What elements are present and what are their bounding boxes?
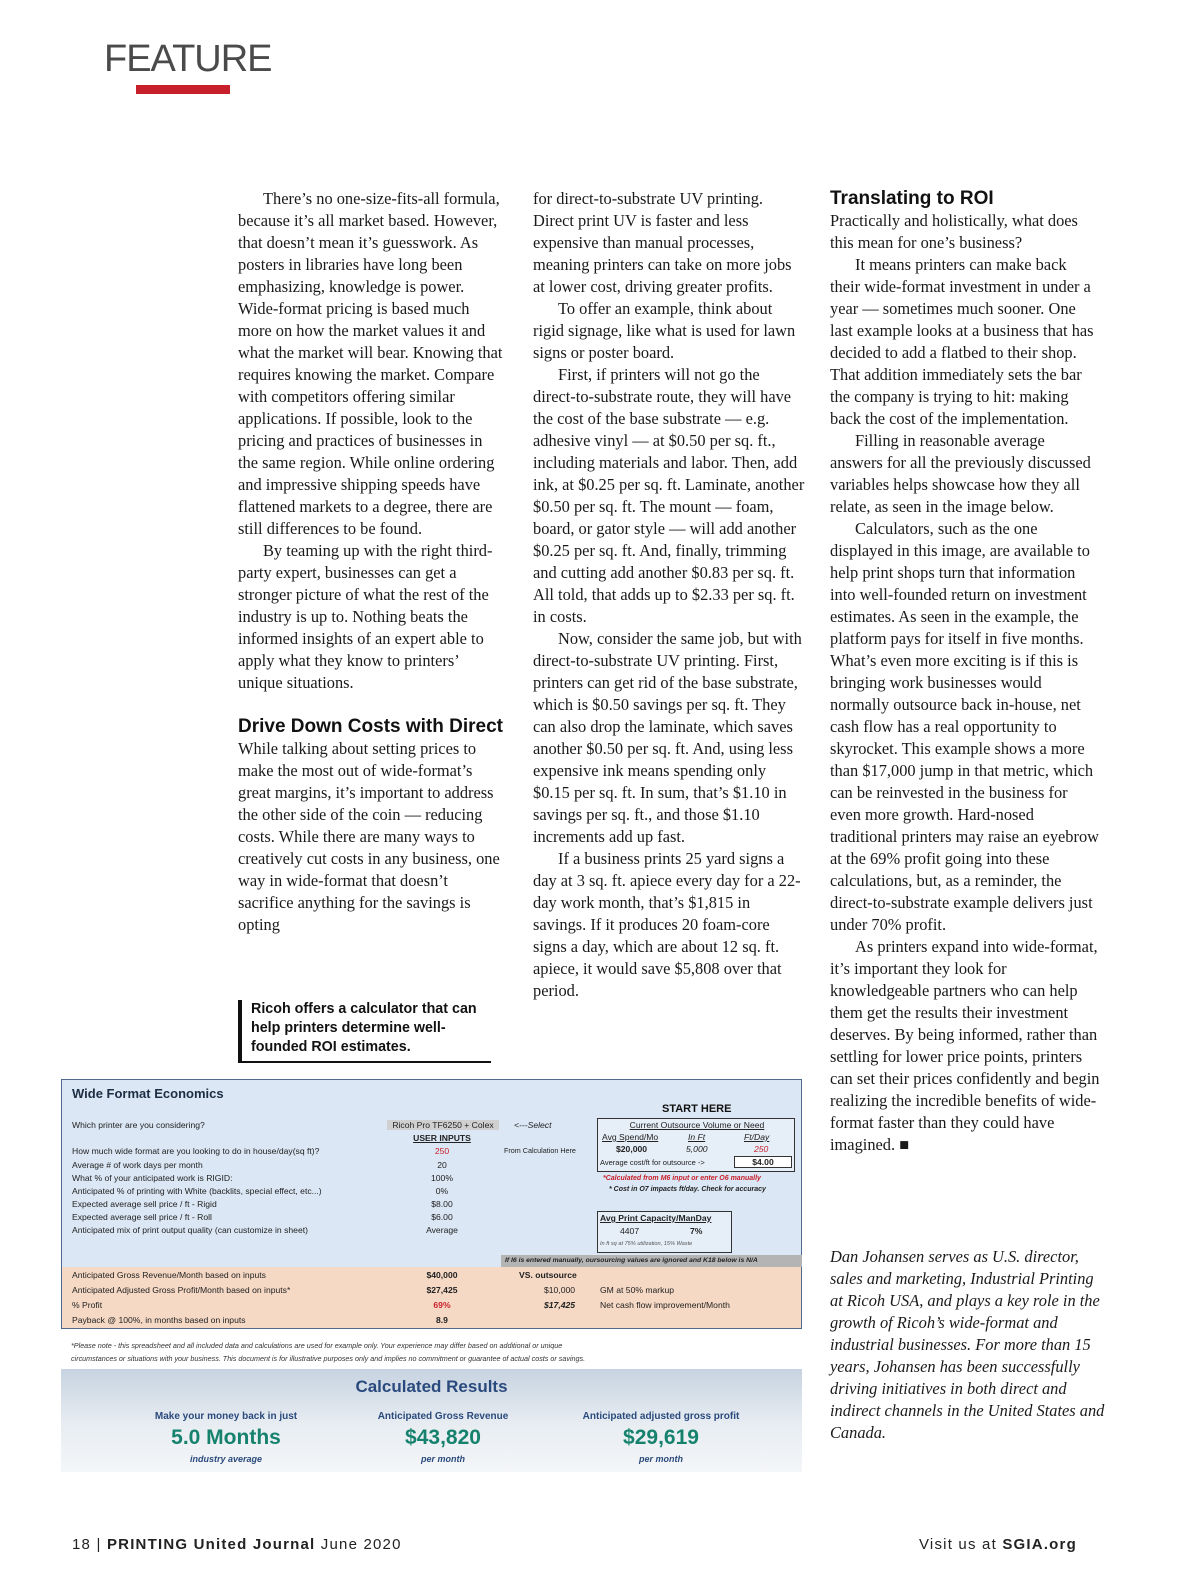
input-row-label: Expected average sell price / ft - Rigid bbox=[72, 1199, 217, 1209]
vs-outsource-title: VS. outsource bbox=[519, 1270, 577, 1280]
input-row-label: Average # of work days per month bbox=[72, 1160, 203, 1170]
result-revenue-label: Anticipated Gross Revenue bbox=[377, 1411, 509, 1422]
paragraph: By teaming up with the right third-party expert, businesses can get a stronger picture of what the rest of the industry is up to. Nothing beats the informed insights of an expert able to apply what they know to printers’ unique situations. bbox=[238, 541, 493, 692]
vs-cash-label: Net cash flow improvement/Month bbox=[600, 1300, 730, 1310]
vs-gm-value: $10,000 bbox=[544, 1285, 576, 1295]
input-row-label: Anticipated % of printing with White (backlits, special effect, etc...) bbox=[72, 1186, 322, 1196]
paragraph: To offer an example, think about rigid signage, like what is used for lawn signs or poster board. bbox=[533, 299, 796, 362]
result-row-label: Payback @ 100%, in months based on inputs bbox=[72, 1315, 246, 1325]
calculated-results-title: Calculated Results bbox=[355, 1377, 508, 1396]
input-row-value: $8.00 bbox=[431, 1199, 453, 1209]
capacity-value: 4407 bbox=[620, 1226, 640, 1236]
paragraph: Calculators, such as the one displayed in this image, are available to help print shops turn that information into well-founded return on investment estimates. As seen in the example, the platform pays for itself in five months. What’s even more exciting is if this is bringing work businesses would normally outsource back in-house, net cash flow has a real opportunity to skyrocket. This example shows a more than $17,000 jump in that metric, which can be reinvested in the business for even more growth. Hard-nosed traditional printers may raise an eyebrow at the 69% profit going into these calculations, but, as a reminder, the direct-to-substrate example delivers just under 70% profit. bbox=[830, 519, 1099, 934]
result-profit-label: Anticipated adjusted gross profit bbox=[582, 1411, 740, 1422]
paragraph: Practically and holistically, what does this mean for one’s business? bbox=[830, 211, 1078, 252]
result-revenue-value: $43,820 bbox=[405, 1426, 481, 1449]
input-row-label: What % of your anticipated work is RIGID: bbox=[72, 1173, 233, 1183]
result-row-value: 8.9 bbox=[436, 1315, 448, 1325]
input-row-value: Average bbox=[426, 1225, 458, 1235]
vs-gm-label: GM at 50% markup bbox=[600, 1285, 675, 1295]
result-row-value: 69% bbox=[433, 1300, 451, 1310]
paragraph: As printers expand into wide-format, it’s important they look for knowledgeable partners who can help them get the results their investment deserves. By being informed, rather than settling for lower price points, printers can set their prices confidently and begin realizing the incredible benefits of wide-format faster than they could have imagined. ■ bbox=[830, 937, 1100, 1154]
capacity-percent: 7% bbox=[690, 1226, 703, 1236]
website-link[interactable]: SGIA.org bbox=[1002, 1536, 1077, 1553]
sheet-results-panel bbox=[61, 1267, 802, 1329]
input-row-label: How much wide format are you looking to do in house/day(sq ft)? bbox=[72, 1146, 320, 1156]
footer-separator: | bbox=[96, 1536, 102, 1553]
result-payback-value: 5.0 Months bbox=[171, 1426, 281, 1449]
result-row-label: Anticipated Adjusted Gross Profit/Month based on inputs* bbox=[72, 1285, 291, 1295]
input-row-label: Expected average sell price / ft - Roll bbox=[72, 1212, 212, 1222]
column-2 bbox=[533, 188, 805, 1002]
input-row-label: Anticipated mix of print output quality (can customize in sheet) bbox=[72, 1225, 308, 1235]
result-row-value: $27,425 bbox=[426, 1285, 458, 1295]
section-title: FEATURE bbox=[104, 38, 272, 80]
paragraph: for direct-to-substrate UV printing. Direct print UV is faster and less expensive than manual processes, meaning printers can take on more jobs at lower cost, driving greater profits. bbox=[533, 189, 792, 296]
outsource-h3: Ft/Day bbox=[744, 1132, 770, 1142]
outsource-v3: 250 bbox=[754, 1144, 769, 1154]
input-row-value: $6.00 bbox=[431, 1212, 453, 1222]
result-payback-label: Make your money back in just bbox=[154, 1411, 298, 1422]
printer-question: Which printer are you considering? bbox=[72, 1120, 205, 1130]
input-row-value: 250 bbox=[434, 1146, 450, 1156]
start-here-label: START HERE bbox=[662, 1103, 732, 1115]
paragraph: If a business prints 25 yard signs a day at 3 sq. ft. apiece every day for a 22-day work month, that’s $1,815 in savings. If it produces 20 foam-core signs a day, which are about 12 sq. ft. apiece, it would save $5,808 over that period. bbox=[533, 849, 801, 1000]
subheading-translating-to-roi: Translating to ROI bbox=[830, 188, 994, 209]
result-payback-sub: industry average bbox=[189, 1454, 263, 1464]
result-payback bbox=[116, 1411, 336, 1464]
outsource-v1: $20,000 bbox=[616, 1144, 648, 1154]
result-revenue-sub: per month bbox=[421, 1454, 465, 1464]
result-revenue bbox=[333, 1411, 553, 1464]
result-profit-value: $29,619 bbox=[623, 1426, 699, 1449]
page-number: 18 bbox=[72, 1536, 92, 1553]
capacity-note: In ft sq at 75% utilization, 15% Waste bbox=[600, 1241, 693, 1247]
roi-calculator-image bbox=[61, 1079, 802, 1472]
disclaimer-line-1: *Please note - this spreadsheet and all included data and calculations are used for example only. Your experience may differ based on additional or unique bbox=[71, 1341, 563, 1350]
disclaimer-line-2: circumstances or situations with your business. This document is for illustrative purposes only and implies no commitment or guarantee of actual costs or savings. bbox=[71, 1354, 586, 1363]
section-accent-bar bbox=[136, 85, 230, 94]
calculated-results-panel bbox=[61, 1369, 802, 1472]
subheading-drive-down-costs: Drive Down Costs with Direct bbox=[238, 716, 503, 737]
sheet-title: Wide Format Economics bbox=[72, 1086, 224, 1101]
paragraph: First, if printers will not go the direct-to-substrate route, they will have the cost of the base substrate — e.g. adhesive vinyl — at $0.50 per sq. ft., including materials and labor. Then, add ink, at $0.25 per sq. ft. Laminate, another $0.50 per sq. ft. The mount — foam, board, or gator style — will add another $0.25 per sq. ft. And, finally, trimming and cutting add another $0.83 per sq. ft. All told, that adds up to $2.33 per sq. ft. in costs. bbox=[533, 365, 805, 626]
bio-text: Dan Johansen serves as U.S. director, sales and marketing, Industrial Printing at Ricoh USA, and plays a key role in the growth of Ricoh’s wide-format and industrial businesses. For more than 15 years, Johansen has been successfully driving initiatives in both direct and indirect channels in the United States and Canada. bbox=[830, 1247, 1105, 1442]
image-caption: Ricoh offers a calculator that can help printers determine well-founded ROI estimates. bbox=[238, 1000, 491, 1063]
author-bio bbox=[830, 1246, 1105, 1444]
journal-name: PRINTING United Journal bbox=[106, 1536, 316, 1553]
outsource-note-1: *Calculated from M6 input or enter O6 manually bbox=[603, 1175, 761, 1182]
paragraph: Filling in reasonable average answers for all the previously discussed variables helps showcase how they all relate, as seen in the image below. bbox=[830, 431, 1091, 516]
result-row-label: % Profit bbox=[72, 1300, 103, 1310]
outsource-v2: 5,000 bbox=[686, 1144, 708, 1154]
footer-right bbox=[919, 1536, 1077, 1553]
result-row-value: $40,000 bbox=[426, 1270, 458, 1280]
avg-cost-label: Average cost/ft for outsource -> bbox=[600, 1158, 705, 1167]
manual-entry-note: If I6 is entered manually, oursourcing values are ignored and K18 below is N/A bbox=[501, 1255, 802, 1267]
column-3 bbox=[830, 188, 1100, 1156]
outsource-note-2: * Cost in O7 impacts ft/day. Check for accuracy bbox=[609, 1186, 766, 1193]
outsource-title: Current Outsource Volume or Need bbox=[629, 1120, 765, 1130]
result-row-label: Anticipated Gross Revenue/Month based on inputs bbox=[72, 1270, 266, 1280]
capacity-title: Avg Print Capacity/ManDay bbox=[600, 1213, 712, 1223]
from-calc-note: From Calculation Here bbox=[504, 1146, 576, 1155]
result-profit bbox=[551, 1411, 771, 1464]
input-row-value: 0% bbox=[435, 1186, 449, 1196]
printer-value: Ricoh Pro TF6250 + Colex bbox=[387, 1120, 499, 1130]
avg-cost-value: $4.00 bbox=[734, 1156, 792, 1168]
paragraph: It means printers can make back their wide-format investment in under a year — sometimes much sooner. One last example looks at a business that has decided to add a flatbed to their shop. That addition immediately sets the bar the company is trying to hit: making back the cost of the implementation. bbox=[830, 255, 1094, 428]
visit-text: Visit us at bbox=[919, 1536, 997, 1553]
select-hint: <---Select bbox=[514, 1120, 552, 1130]
issue-date: June 2020 bbox=[320, 1536, 402, 1553]
paragraph: While talking about setting prices to make the most out of wide-format’s great margins, it’s important to address the other side of the coin — reducing costs. While there are many ways to creatively cut costs in any business, one way in wide-format that doesn’t sacrifice anything for the savings is opting bbox=[238, 739, 500, 934]
outsource-box bbox=[597, 1118, 795, 1172]
user-inputs-header: USER INPUTS bbox=[413, 1133, 471, 1143]
result-profit-sub: per month bbox=[639, 1454, 683, 1464]
column-1 bbox=[238, 188, 506, 936]
capacity-box bbox=[597, 1211, 732, 1253]
input-row-value: 100% bbox=[431, 1173, 453, 1183]
input-row-value: 20 bbox=[437, 1160, 447, 1170]
outsource-h1: Avg Spend/Mo bbox=[602, 1132, 659, 1142]
paragraph: There’s no one-size-fits-all formula, because it’s all market based. However, that doesn’t mean it’s guesswork. As posters in libraries have long been emphasizing, knowledge is power. Wide-format pricing is based much more on how the market values it and what the market will bear. Knowing that requires knowing the market. Compare with competitors offering similar applications. If possible, look to the pricing and practices of businesses in the same region. While online ordering and impressive shipping speeds have flattened markets to a degree, there are still differences to be found. bbox=[238, 189, 503, 538]
outsource-h2: In Ft bbox=[688, 1132, 706, 1142]
vs-cash-value: $17,425 bbox=[544, 1300, 576, 1310]
paragraph: Now, consider the same job, but with direct-to-substrate UV printing. First, printers can get rid of the base substrate, which is $0.50 savings per sq. ft. They can also drop the laminate, which saves another $0.50 per sq. ft. And, using less expensive ink means spending only $0.15 per sq. ft. In sum, that’s $1.10 in savings per sq. ft., and those $1.10 increments add up fast. bbox=[533, 629, 802, 846]
footer-left bbox=[72, 1536, 402, 1553]
